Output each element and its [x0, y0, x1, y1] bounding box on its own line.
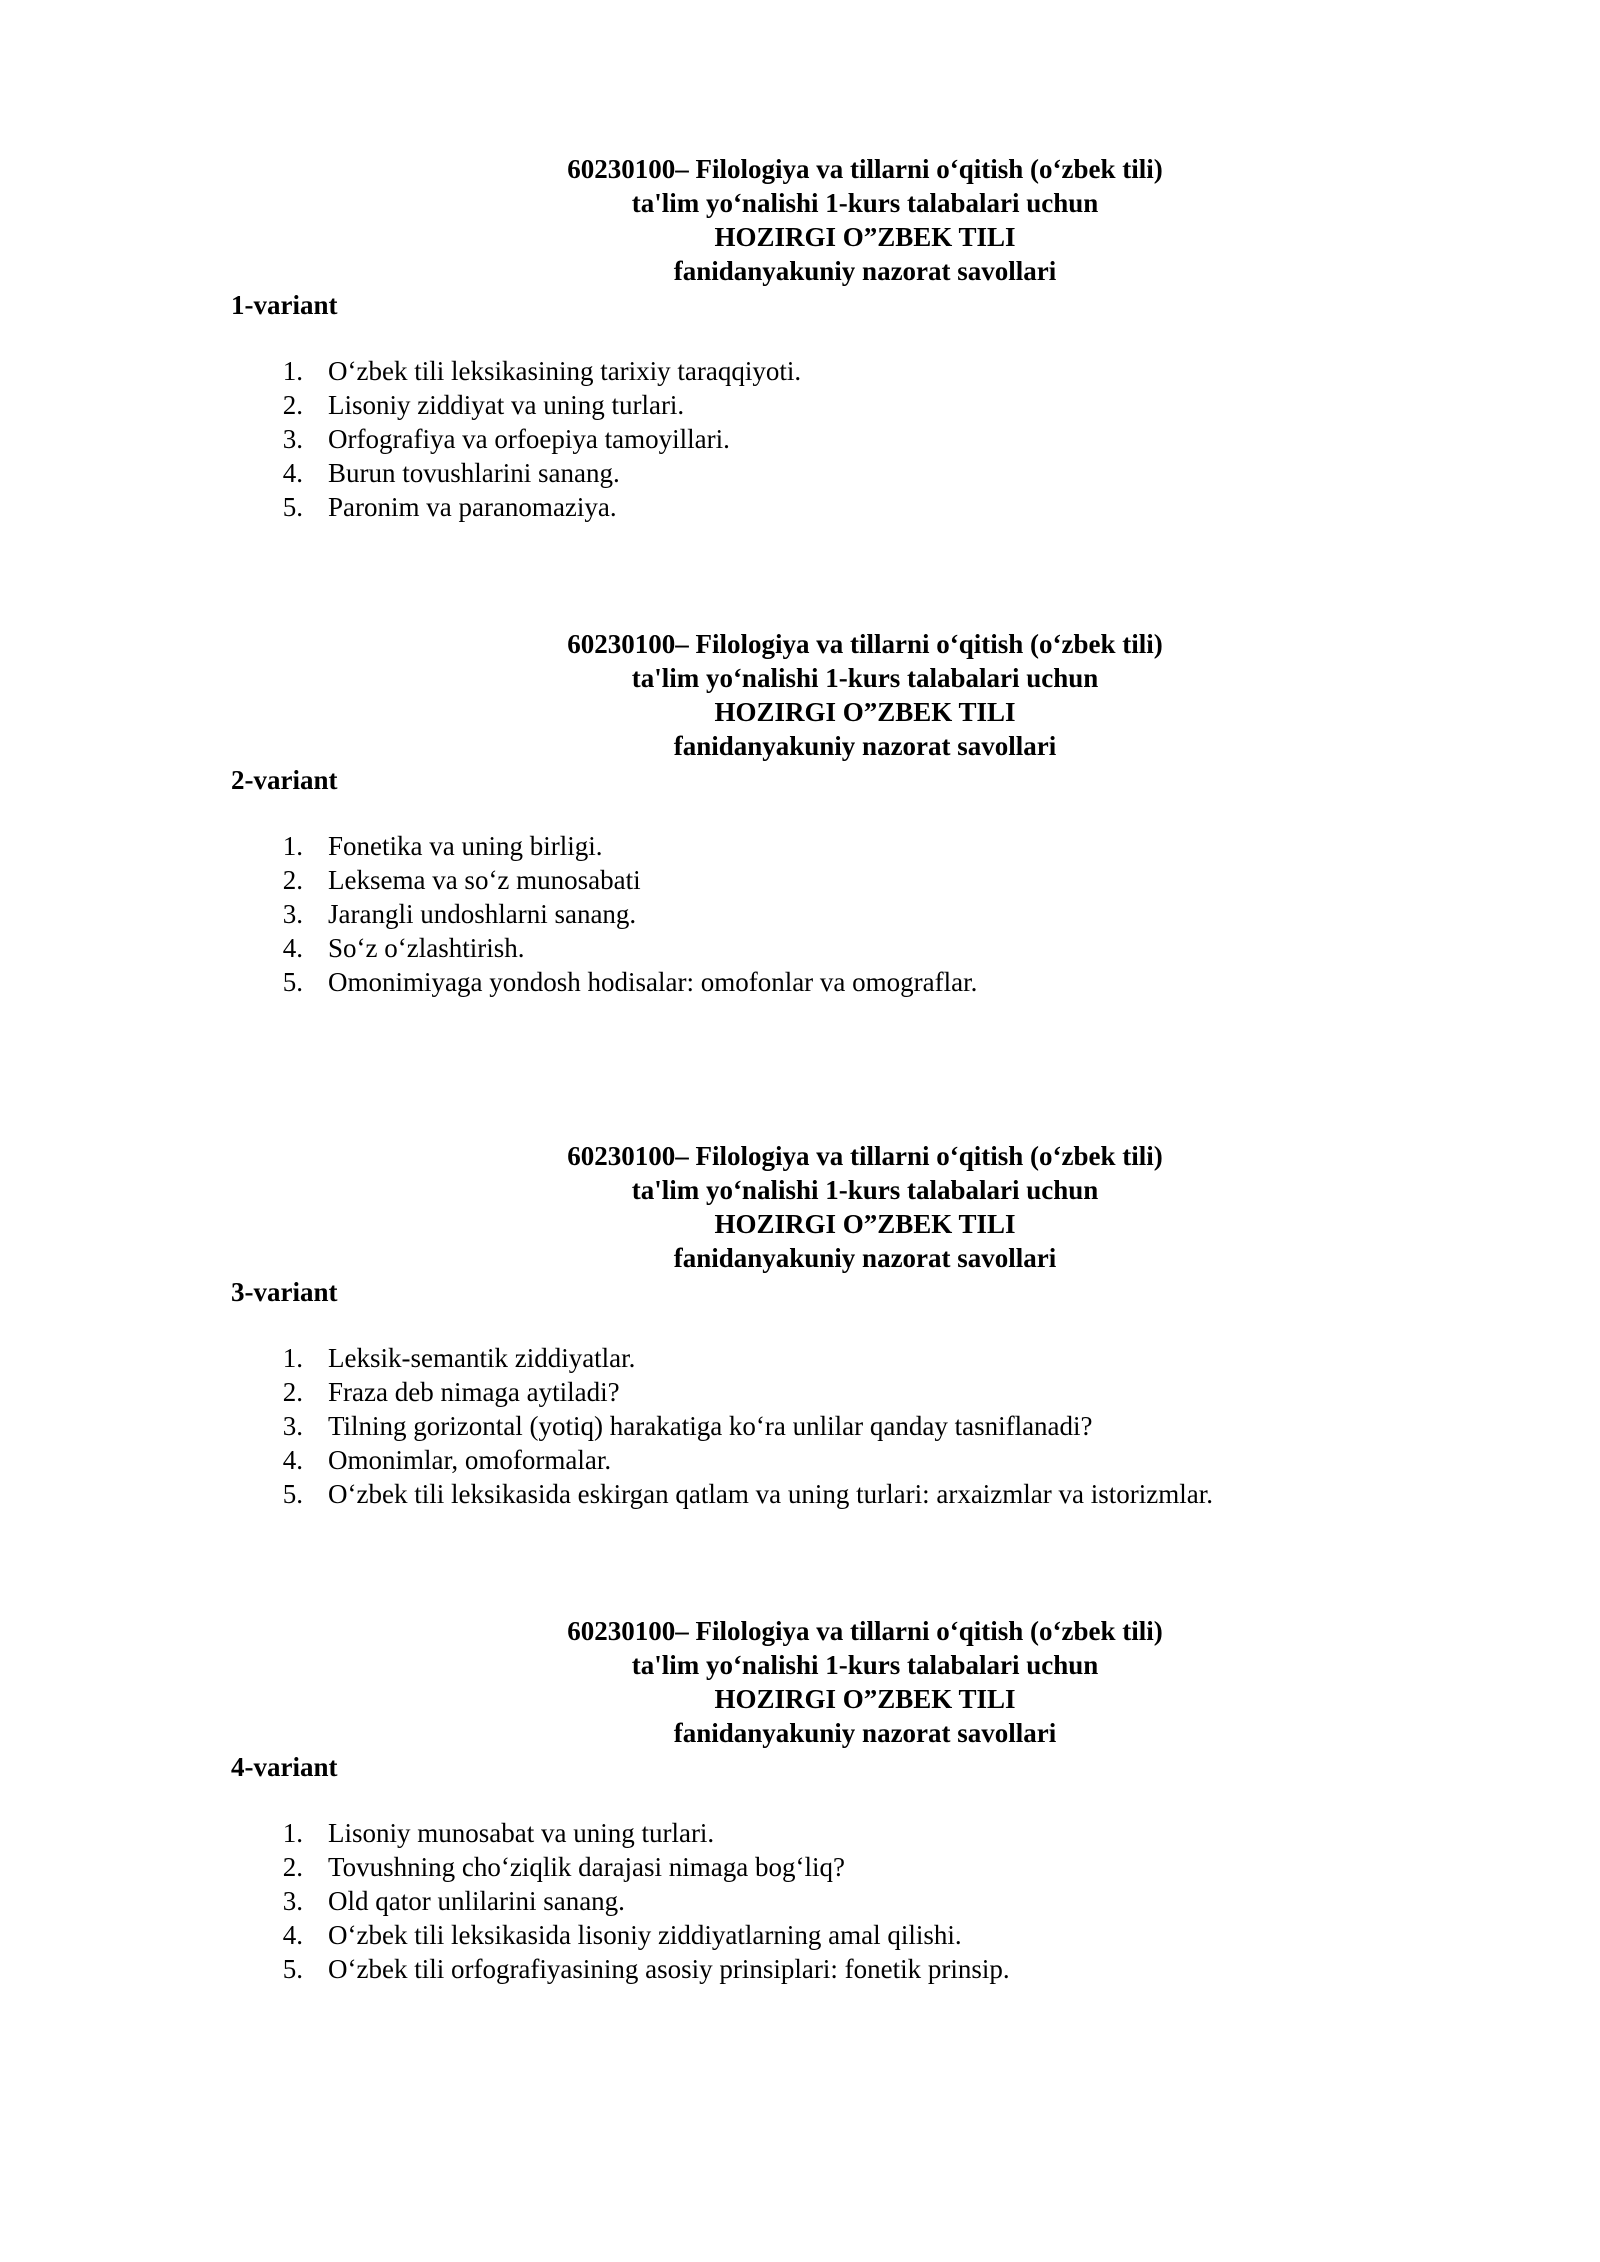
question-number: 2.: [282, 865, 303, 895]
variant-section-2: [0, 627, 1600, 999]
variant-section-3: [0, 1139, 1600, 1511]
question-text: Lisoniy ziddiyat va uning turlari.: [328, 390, 685, 420]
question-number: 4.: [282, 458, 303, 488]
question-number: 3.: [282, 899, 303, 929]
question-item: [0, 1477, 1600, 1511]
question-text: Tovushning cho‘ziqlik darajasi nimaga bog‘liq?: [328, 1852, 845, 1882]
question-number: 4.: [282, 1445, 303, 1475]
question-number: 2.: [282, 1852, 303, 1882]
question-item: [0, 422, 1600, 456]
question-number: 3.: [282, 1886, 303, 1916]
question-item: [0, 456, 1600, 490]
variant-section-4: [0, 1614, 1600, 1986]
question-number: 1.: [282, 356, 303, 386]
variant-header: [0, 152, 1600, 288]
header-subject-line: HOZIRGI O”ZBEK TILI: [714, 222, 1016, 252]
question-list: [0, 1341, 1600, 1511]
header-subject-line: HOZIRGI O”ZBEK TILI: [714, 1684, 1016, 1714]
question-item: [0, 863, 1600, 897]
variant-section-1: [0, 152, 1600, 524]
question-text: Paronim va paranomaziya.: [328, 492, 617, 522]
question-text: So‘z o‘zlashtirish.: [328, 933, 525, 963]
question-item: [0, 388, 1600, 422]
question-text: O‘zbek tili orfografiyasining asosiy prinsiplari: fonetik prinsip.: [328, 1954, 1010, 1984]
variant-label: 1-variant: [231, 290, 338, 320]
question-number: 2.: [282, 390, 303, 420]
header-subject-line: HOZIRGI O”ZBEK TILI: [714, 1209, 1016, 1239]
question-item: [0, 965, 1600, 999]
question-text: Leksik-semantik ziddiyatlar.: [328, 1343, 636, 1373]
question-text: O‘zbek tili leksikasida lisoniy ziddiyatlarning amal qilishi.: [328, 1920, 962, 1950]
question-number: 2.: [282, 1377, 303, 1407]
question-list: [0, 829, 1600, 999]
question-item: [0, 1816, 1600, 1850]
header-exam-line: fanidanyakuniy nazorat savollari: [673, 731, 1057, 761]
question-text: Omonimlar, omoformalar.: [328, 1445, 612, 1475]
header-exam-line: fanidanyakuniy nazorat savollari: [673, 1243, 1057, 1273]
question-item: [0, 1409, 1600, 1443]
header-program-line: 60230100– Filologiya va tillarni o‘qitish (o‘zbek tili): [567, 629, 1163, 659]
question-text: Leksema va so‘z munosabati: [328, 865, 641, 895]
question-item: [0, 1884, 1600, 1918]
question-text: O‘zbek tili leksikasida eskirgan qatlam va uning turlari: arxaizmlar va istorizmlar.: [328, 1479, 1213, 1509]
question-text: Old qator unlilarini sanang.: [328, 1886, 625, 1916]
variant-header: [0, 627, 1600, 763]
question-text: Lisoniy munosabat va uning turlari.: [328, 1818, 715, 1848]
question-text: Burun tovushlarini sanang.: [328, 458, 620, 488]
question-text: Orfografiya va orfoepiya tamoyillari.: [328, 424, 730, 454]
question-text: Jarangli undoshlarni sanang.: [328, 899, 637, 929]
question-number: 4.: [282, 933, 303, 963]
question-text: Omonimiyaga yondosh hodisalar: omofonlar va omograflar.: [328, 967, 978, 997]
question-item: [0, 897, 1600, 931]
question-item: [0, 1952, 1600, 1986]
question-list: [0, 1816, 1600, 1986]
header-exam-line: fanidanyakuniy nazorat savollari: [673, 256, 1057, 286]
question-item: [0, 1341, 1600, 1375]
question-item: [0, 1850, 1600, 1884]
question-item: [0, 931, 1600, 965]
header-subject-line: HOZIRGI O”ZBEK TILI: [714, 697, 1016, 727]
variant-label: 3-variant: [231, 1277, 338, 1307]
question-number: 4.: [282, 1920, 303, 1950]
question-text: Fonetika va uning birligi.: [328, 831, 603, 861]
header-exam-line: fanidanyakuniy nazorat savollari: [673, 1718, 1057, 1748]
question-number: 3.: [282, 1411, 303, 1441]
header-program-line: 60230100– Filologiya va tillarni o‘qitish (o‘zbek tili): [567, 1616, 1163, 1646]
variant-header: [0, 1614, 1600, 1750]
variant-label: 2-variant: [231, 765, 338, 795]
question-number: 1.: [282, 831, 303, 861]
header-course-line: ta'lim yo‘nalishi 1-kurs talabalari uchun: [631, 1650, 1099, 1680]
question-number: 5.: [282, 492, 303, 522]
question-text: Fraza deb nimaga aytiladi?: [328, 1377, 620, 1407]
question-number: 5.: [282, 1954, 303, 1984]
header-course-line: ta'lim yo‘nalishi 1-kurs talabalari uchun: [631, 663, 1099, 693]
question-list: [0, 354, 1600, 524]
question-text: Tilning gorizontal (yotiq) harakatiga ko‘ra unlilar qanday tasniflanadi?: [328, 1411, 1093, 1441]
question-item: [0, 1375, 1600, 1409]
question-number: 1.: [282, 1818, 303, 1848]
variant-label: 4-variant: [231, 1752, 338, 1782]
header-program-line: 60230100– Filologiya va tillarni o‘qitish (o‘zbek tili): [567, 154, 1163, 184]
header-program-line: 60230100– Filologiya va tillarni o‘qitish (o‘zbek tili): [567, 1141, 1163, 1171]
question-item: [0, 1443, 1600, 1477]
question-item: [0, 490, 1600, 524]
header-course-line: ta'lim yo‘nalishi 1-kurs talabalari uchun: [631, 1175, 1099, 1205]
variant-header: [0, 1139, 1600, 1275]
question-number: 3.: [282, 424, 303, 454]
question-text: O‘zbek tili leksikasining tarixiy taraqqiyoti.: [328, 356, 802, 386]
question-number: 1.: [282, 1343, 303, 1373]
question-item: [0, 354, 1600, 388]
question-number: 5.: [282, 1479, 303, 1509]
question-item: [0, 1918, 1600, 1952]
header-course-line: ta'lim yo‘nalishi 1-kurs talabalari uchun: [631, 188, 1099, 218]
question-number: 5.: [282, 967, 303, 997]
question-item: [0, 829, 1600, 863]
